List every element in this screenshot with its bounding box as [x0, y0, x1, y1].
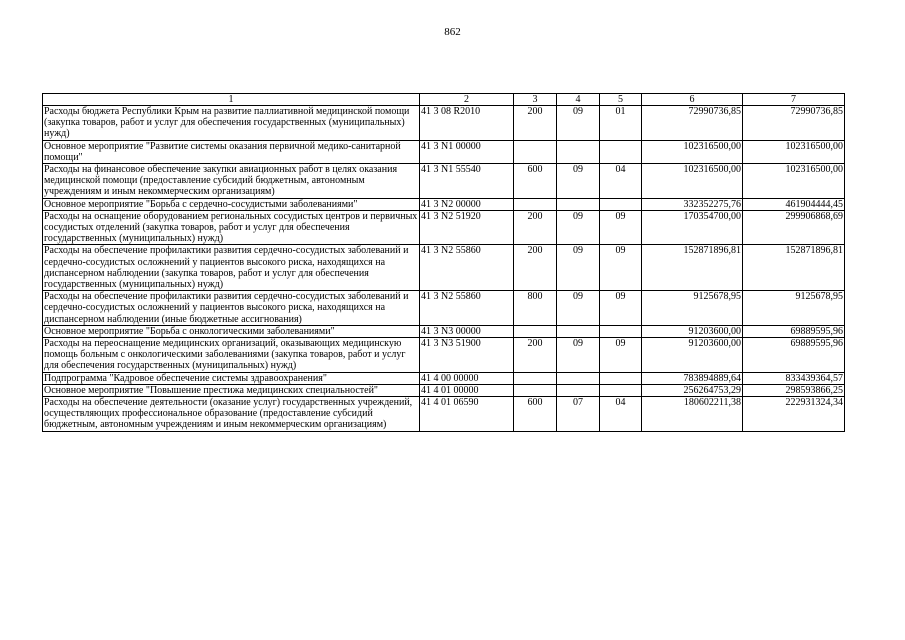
- section-code: 09: [557, 338, 600, 373]
- budget-table: [42, 93, 845, 432]
- subsection-code: 09: [600, 338, 642, 373]
- page-number: 862: [444, 26, 461, 38]
- header-col-4: 4: [557, 94, 600, 106]
- amount-year-2: 9125678,95: [743, 291, 845, 326]
- amount-year-2: 298593866,25: [743, 384, 845, 396]
- target-article-code: 41 3 N2 00000: [420, 198, 514, 210]
- target-article-code: 41 3 N1 55540: [420, 164, 514, 199]
- target-article-code: 41 4 00 00000: [420, 372, 514, 384]
- section-code: 09: [557, 245, 600, 291]
- amount-year-1: 152871896,81: [642, 245, 743, 291]
- expense-type-code: 600: [514, 397, 557, 432]
- amount-year-1: 72990736,85: [642, 106, 743, 141]
- expense-type-code: 200: [514, 106, 557, 141]
- target-article-code: 41 3 N2 55860: [420, 245, 514, 291]
- row-description: Расходы бюджета Республики Крым на развитие паллиативной медицинской помощи (закупка товаров, работ и услуг для обеспечения государственных (муниципальных) нужд): [43, 106, 420, 141]
- table-row: [43, 325, 845, 337]
- header-col-5: 5: [600, 94, 642, 106]
- amount-year-1: 256264753,29: [642, 384, 743, 396]
- section-code: 09: [557, 164, 600, 199]
- header-col-6: 6: [642, 94, 743, 106]
- section-code: [557, 384, 600, 396]
- table-row: [43, 338, 845, 373]
- target-article-code: 41 3 N1 00000: [420, 140, 514, 163]
- table-row: [43, 164, 845, 199]
- row-description: Расходы на обеспечение профилактики развития сердечно-сосудистых заболеваний и сердечно-сосудистых осложнений у пациентов высокого риска, находящихся на диспансерном наблюдении (иные бюджетные ассигнования): [43, 291, 420, 326]
- row-description: Подпрограмма "Кадровое обеспечение системы здравоохранения": [43, 372, 420, 384]
- row-description: Основное мероприятие "Борьба с онкологическими заболеваниями": [43, 325, 420, 337]
- amount-year-2: 461904444,45: [743, 198, 845, 210]
- row-description: Основное мероприятие "Борьба с сердечно-сосудистыми заболеваниями": [43, 198, 420, 210]
- amount-year-1: 170354700,00: [642, 210, 743, 245]
- target-article-code: 41 4 01 06590: [420, 397, 514, 432]
- section-code: 09: [557, 210, 600, 245]
- amount-year-2: 102316500,00: [743, 164, 845, 199]
- table-row: [43, 106, 845, 141]
- table-row: [43, 198, 845, 210]
- amount-year-1: 102316500,00: [642, 140, 743, 163]
- table-row: [43, 372, 845, 384]
- expense-type-code: [514, 198, 557, 210]
- table-row: [43, 397, 845, 432]
- subsection-code: 09: [600, 245, 642, 291]
- row-description: Расходы на обеспечение деятельности (оказание услуг) государственных учреждений, осуществляющих профессиональное образование (предоставление субсидий бюджетным, автономным учреждениям и иным некоммерческим организациям): [43, 397, 420, 432]
- subsection-code: 01: [600, 106, 642, 141]
- amount-year-1: 91203600,00: [642, 338, 743, 373]
- target-article-code: 41 3 N3 51900: [420, 338, 514, 373]
- target-article-code: 41 3 N2 51920: [420, 210, 514, 245]
- row-description: Расходы на оснащение оборудованием региональных сосудистых центров и первичных сосудистых отделений (закупка товаров, работ и услуг для обеспечения государственных (муниципальных) нужд): [43, 210, 420, 245]
- target-article-code: 41 3 N3 00000: [420, 325, 514, 337]
- amount-year-2: 72990736,85: [743, 106, 845, 141]
- table-row: [43, 384, 845, 396]
- row-description: Расходы на переоснащение медицинских организаций, оказывающих медицинскую помощь больным с онкологическими заболеваниями (закупка товаров, работ и услуг для обеспечения государственных (муниципальных) нужд): [43, 338, 420, 373]
- amount-year-1: 180602211,38: [642, 397, 743, 432]
- expense-type-code: [514, 372, 557, 384]
- amount-year-2: 222931324,34: [743, 397, 845, 432]
- header-col-1: 1: [43, 94, 420, 106]
- amount-year-2: 299906868,69: [743, 210, 845, 245]
- expense-type-code: [514, 325, 557, 337]
- header-row: [43, 94, 845, 106]
- amount-year-2: 833439364,57: [743, 372, 845, 384]
- target-article-code: 41 3 08 R2010: [420, 106, 514, 141]
- table-row: [43, 291, 845, 326]
- section-code: 09: [557, 106, 600, 141]
- amount-year-2: 152871896,81: [743, 245, 845, 291]
- row-description: Основное мероприятие "Развитие системы оказания первичной медико-санитарной помощи": [43, 140, 420, 163]
- section-code: [557, 140, 600, 163]
- expense-type-code: 600: [514, 164, 557, 199]
- subsection-code: 09: [600, 291, 642, 326]
- subsection-code: 04: [600, 397, 642, 432]
- section-code: 07: [557, 397, 600, 432]
- subsection-code: [600, 325, 642, 337]
- expense-type-code: 200: [514, 338, 557, 373]
- expense-type-code: [514, 140, 557, 163]
- subsection-code: [600, 198, 642, 210]
- amount-year-1: 91203600,00: [642, 325, 743, 337]
- subsection-code: [600, 384, 642, 396]
- row-description: Расходы на финансовое обеспечение закупки авиационных работ в целях оказания медицинской помощи (предоставление субсидий бюджетным, автономным учреждениям и иным некоммерческим организациям): [43, 164, 420, 199]
- amount-year-1: 332352275,76: [642, 198, 743, 210]
- expense-type-code: 200: [514, 210, 557, 245]
- expense-type-code: 800: [514, 291, 557, 326]
- header-col-2: 2: [420, 94, 514, 106]
- amount-year-1: 102316500,00: [642, 164, 743, 199]
- table-row: [43, 210, 845, 245]
- expense-type-code: 200: [514, 245, 557, 291]
- table-row: [43, 140, 845, 163]
- section-code: [557, 325, 600, 337]
- amount-year-1: 9125678,95: [642, 291, 743, 326]
- header-col-7: 7: [743, 94, 845, 106]
- amount-year-2: 69889595,96: [743, 325, 845, 337]
- table-row: [43, 245, 845, 291]
- section-code: 09: [557, 291, 600, 326]
- section-code: [557, 372, 600, 384]
- header-col-3: 3: [514, 94, 557, 106]
- target-article-code: 41 4 01 00000: [420, 384, 514, 396]
- row-description: Основное мероприятие "Повышение престижа медицинских специальностей": [43, 384, 420, 396]
- amount-year-2: 69889595,96: [743, 338, 845, 373]
- expense-type-code: [514, 384, 557, 396]
- subsection-code: 04: [600, 164, 642, 199]
- section-code: [557, 198, 600, 210]
- amount-year-1: 783894889,64: [642, 372, 743, 384]
- amount-year-2: 102316500,00: [743, 140, 845, 163]
- subsection-code: 09: [600, 210, 642, 245]
- row-description: Расходы на обеспечение профилактики развития сердечно-сосудистых заболеваний и сердечно-сосудистых осложнений у пациентов высокого риска, находящихся на диспансерном наблюдении (закупка товаров, работ и услуг для обеспечения государственных (муниципальных) нужд): [43, 245, 420, 291]
- target-article-code: 41 3 N2 55860: [420, 291, 514, 326]
- subsection-code: [600, 372, 642, 384]
- subsection-code: [600, 140, 642, 163]
